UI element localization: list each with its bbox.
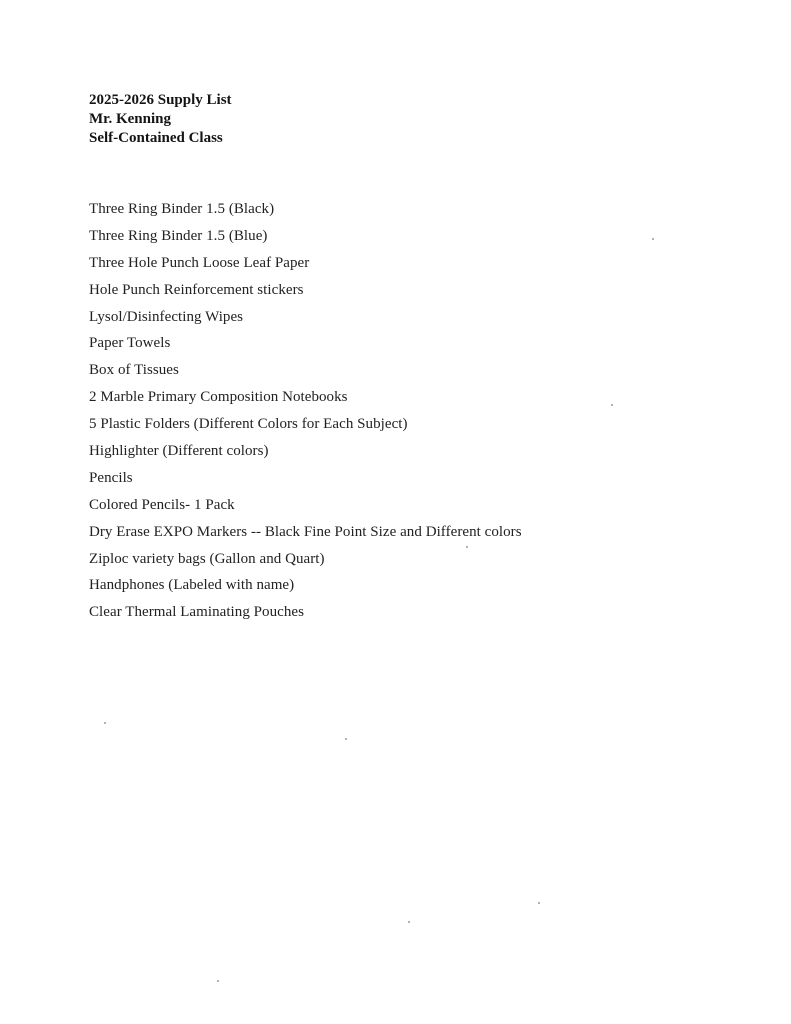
supply-item: Three Hole Punch Loose Leaf Paper xyxy=(89,254,310,271)
supply-item: Ziploc variety bags (Gallon and Quart) xyxy=(89,550,325,567)
scan-speck xyxy=(217,980,219,982)
supply-item: Handphones (Labeled with name) xyxy=(89,577,295,594)
document-header xyxy=(89,91,232,148)
supply-item: Hole Punch Reinforcement stickers xyxy=(89,281,304,298)
supply-item: Paper Towels xyxy=(89,335,171,352)
supply-item: Three Ring Binder 1.5 (Blue) xyxy=(89,227,268,244)
scan-speck xyxy=(408,921,410,923)
supply-item: Three Ring Binder 1.5 (Black) xyxy=(89,201,275,217)
supply-item: Lysol/Disinfecting Wipes xyxy=(89,308,244,325)
document-title: 2025-2026 Supply List xyxy=(89,92,232,108)
class-name: Self-Contained Class xyxy=(89,130,223,146)
teacher-name: Mr. Kenning xyxy=(89,111,171,127)
scan-speck xyxy=(466,546,468,548)
supply-item: Clear Thermal Laminating Pouches xyxy=(89,604,305,621)
scan-speck xyxy=(104,722,106,724)
supply-item: Pencils xyxy=(89,469,133,486)
scan-speck xyxy=(611,404,613,406)
scan-speck xyxy=(345,738,347,740)
supply-item: 5 Plastic Folders (Different Colors for Each Subject) xyxy=(89,416,408,433)
scan-speck xyxy=(652,238,654,240)
supply-list xyxy=(89,199,522,629)
supply-item: Box of Tissues xyxy=(89,362,179,379)
supply-item: Dry Erase EXPO Markers -- Black Fine Point Size and Different colors xyxy=(89,523,522,540)
supply-item: Highlighter (Different colors) xyxy=(89,443,269,460)
supply-item: Colored Pencils- 1 Pack xyxy=(89,496,235,513)
scan-speck xyxy=(538,902,540,904)
supply-item: 2 Marble Primary Composition Notebooks xyxy=(89,389,348,406)
